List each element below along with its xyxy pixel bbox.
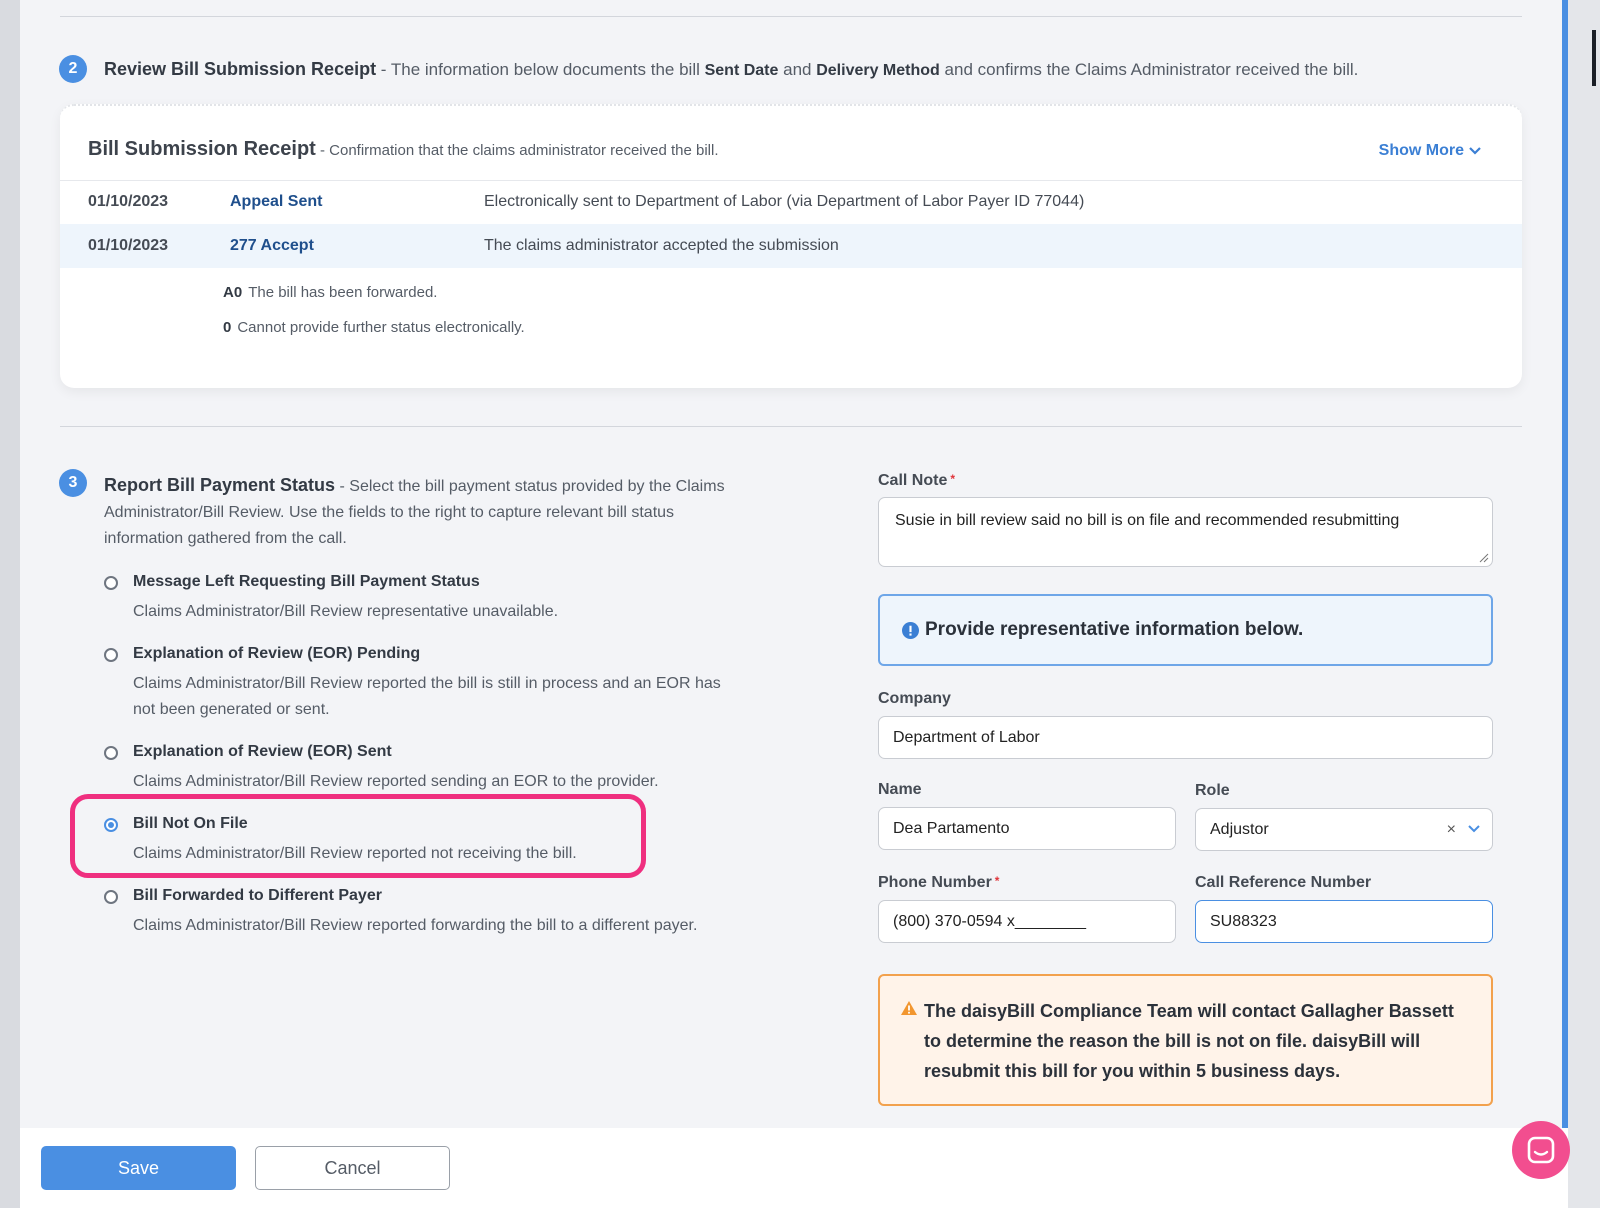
option-description: Claims Administrator/Bill Review representative unavailable.: [133, 603, 559, 620]
clear-icon[interactable]: ×: [1446, 821, 1456, 838]
section-3-desc: - Select the bill payment status provided by the Claims Administrator/Bill Review. Use the fields to the right to capture relevant bill status information gathered from the call.: [104, 478, 725, 547]
save-button[interactable]: Save: [41, 1146, 236, 1190]
section-2-title: Review Bill Submission Receipt: [104, 59, 377, 79]
info-message: Provide representative information below.: [925, 619, 1304, 640]
option-title: Explanation of Review (EOR) Sent: [133, 743, 392, 760]
status-code-text: The bill has been forwarded.: [248, 284, 438, 301]
radio-button[interactable]: [104, 890, 118, 904]
info-icon: [902, 622, 919, 639]
call-note-label: [878, 472, 955, 490]
call-note-value: Susie in bill review said no bill is on file and recommended resubmitting: [895, 512, 1400, 529]
option-title: Message Left Requesting Bill Payment Status: [133, 573, 480, 590]
receipt-description: Electronically sent to Department of Labor (via Department of Labor Payer ID 77044): [484, 193, 1085, 210]
section-2-heading: [104, 56, 1358, 84]
receipt-date: 01/10/2023: [88, 237, 169, 254]
call-note-textarea[interactable]: [878, 497, 1493, 567]
section-2-desc-b: Sent Date: [704, 62, 779, 79]
selected-option-highlight: [70, 794, 646, 878]
step-number-badge: 2: [59, 55, 87, 83]
phone-value: (800) 370-0594 x________: [893, 912, 1087, 930]
option-title: Bill Not On File: [133, 815, 248, 832]
call-note-label-text: Call Note: [878, 472, 948, 489]
window-edge: [1568, 0, 1600, 1208]
role-select[interactable]: [1195, 808, 1493, 851]
radio-button[interactable]: [104, 746, 118, 760]
phone-label-text: Phone Number: [878, 874, 992, 891]
show-more-label: Show More: [1378, 142, 1464, 159]
radio-button[interactable]: [104, 648, 118, 662]
radio-button[interactable]: [104, 576, 118, 590]
show-more-button[interactable]: [1379, 142, 1482, 160]
receipt-date: 01/10/2023: [88, 193, 169, 210]
status-code: A0: [223, 284, 243, 301]
receipt-title: Bill Submission Receipt: [88, 138, 316, 160]
option-description: Claims Administrator/Bill Review reported forwarding the bill to a different payer.: [133, 917, 698, 934]
required-mark: *: [994, 874, 1000, 888]
section-3-heading: [104, 472, 744, 552]
call-reference-value: SU88323: [1210, 912, 1277, 930]
company-value: Department of Labor: [893, 728, 1040, 746]
phone-label: [878, 874, 999, 892]
section-2-desc-a: - The information below documents the bill: [376, 60, 705, 79]
resize-handle-icon[interactable]: [1479, 553, 1489, 563]
divider: [60, 16, 1522, 17]
section-2-desc-c: and: [778, 60, 817, 79]
info-alert: [878, 594, 1493, 666]
phone-input[interactable]: [878, 900, 1176, 943]
status-code-line: [223, 284, 437, 301]
warning-message: The daisyBill Compliance Team will contact Gallagher Bassett to determine the reason the bill is not on file. daisyBill will resubmit this bill for you within 5 business days.: [924, 1001, 1454, 1081]
cancel-button[interactable]: Cancel: [255, 1146, 450, 1190]
receipt-row: [60, 224, 1522, 268]
receipt-subtitle: - Confirmation that the claims administrator received the bill.: [315, 142, 719, 159]
receipt-event: 277 Accept: [230, 237, 314, 254]
option-title: Explanation of Review (EOR) Pending: [133, 645, 421, 662]
call-reference-label: Call Reference Number: [1195, 874, 1372, 891]
chat-icon: [1527, 1136, 1555, 1164]
section-2-desc-e: and confirms the Claims Administrator received the bill.: [939, 60, 1359, 79]
step-number-badge: 3: [59, 469, 87, 497]
company-input[interactable]: [878, 716, 1493, 759]
option-description: Claims Administrator/Bill Review reported the bill is still in process and an EOR has not been generated or sent.: [133, 675, 721, 718]
divider: [60, 426, 1522, 427]
window-edge-marker: [1592, 30, 1596, 86]
company-label: Company: [878, 690, 951, 707]
option-description: Claims Administrator/Bill Review reported not receiving the bill.: [133, 845, 577, 862]
name-input[interactable]: [878, 807, 1176, 850]
receipt-event: Appeal Sent: [230, 193, 323, 210]
role-value: Adjustor: [1210, 820, 1269, 838]
chevron-down-icon: [1468, 146, 1482, 156]
chevron-down-icon[interactable]: [1468, 825, 1480, 833]
status-code-text: Cannot provide further status electronically.: [237, 319, 525, 336]
bill-submission-receipt-card: [60, 104, 1522, 388]
option-description: Claims Administrator/Bill Review reported sending an EOR to the provider.: [133, 773, 659, 790]
warning-alert: [878, 974, 1493, 1106]
receipt-heading: [88, 138, 719, 161]
footer-bar: [20, 1128, 1568, 1208]
role-label: Role: [1195, 782, 1230, 799]
option-title: Bill Forwarded to Different Payer: [133, 887, 382, 904]
required-mark: *: [950, 472, 956, 486]
name-label: Name: [878, 781, 922, 798]
warning-icon: [900, 1000, 918, 1016]
receipt-description: The claims administrator accepted the submission: [484, 237, 839, 254]
call-reference-input[interactable]: [1195, 900, 1493, 943]
chat-launcher-button[interactable]: [1512, 1121, 1570, 1179]
status-code-line: [223, 319, 525, 336]
section-2-desc-d: Delivery Method: [816, 62, 940, 79]
section-3-title: Report Bill Payment Status: [104, 475, 336, 495]
receipt-row: [60, 180, 1522, 224]
status-code: 0: [223, 319, 232, 336]
name-value: Dea Partamento: [893, 819, 1010, 837]
